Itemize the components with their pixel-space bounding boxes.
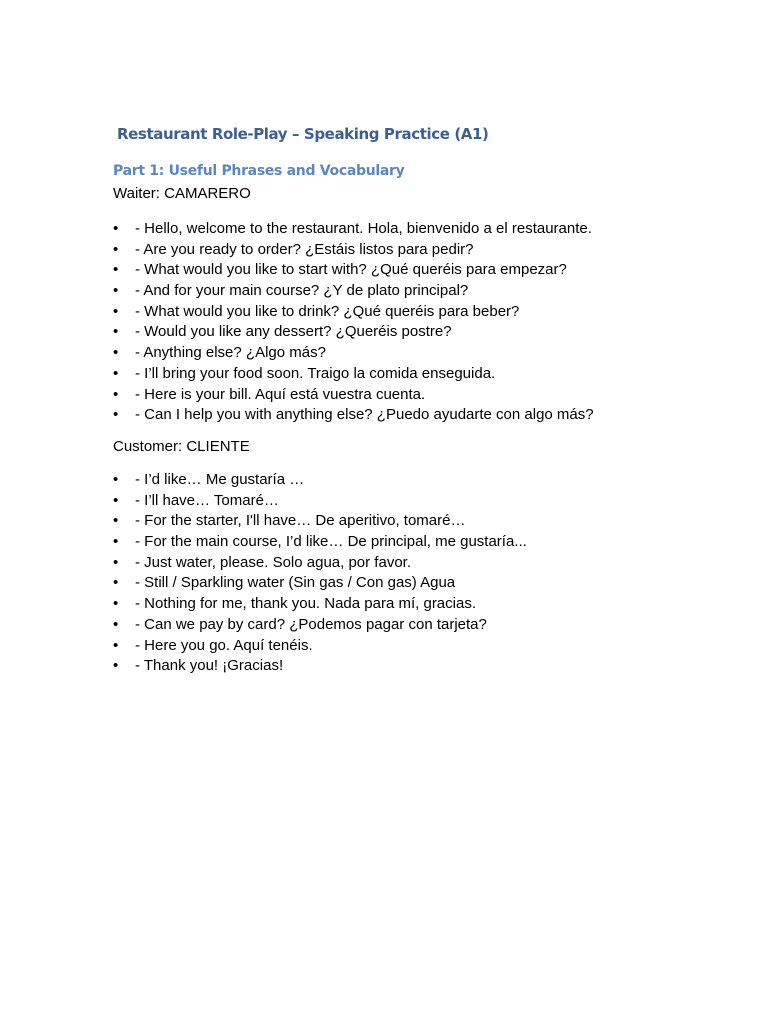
phrase-text: - I’ll have… Tomaré…: [135, 491, 279, 509]
list-item: [113, 405, 594, 426]
list-item: [113, 532, 527, 553]
list-item: [113, 491, 527, 512]
phrase-text: - For the main course, I’d like… De principal, me gustaría...: [135, 533, 527, 551]
bullet-icon: •: [113, 385, 119, 403]
list-item: [113, 656, 527, 677]
list-item: [113, 281, 594, 302]
bullet-icon: •: [113, 261, 119, 279]
bullet-icon: •: [113, 615, 119, 633]
phrase-text: - What would you like to start with? ¿Qué queréis para empezar?: [135, 261, 567, 279]
waiter-label: Waiter: CAMARERO: [113, 185, 251, 202]
bullet-icon: •: [113, 344, 119, 362]
phrase-text: - Can I help you with anything else? ¿Puedo ayudarte con algo más?: [135, 406, 594, 424]
customer-phrase-list: [113, 470, 527, 677]
list-item: [113, 511, 527, 532]
bullet-icon: •: [113, 491, 119, 509]
bullet-icon: •: [113, 636, 119, 654]
phrase-text: - Thank you! ¡Gracias!: [135, 657, 284, 675]
customer-label: Customer: CLIENTE: [113, 438, 250, 455]
bullet-icon: •: [113, 533, 119, 551]
list-item: [113, 385, 594, 406]
waiter-phrase-list: [113, 219, 594, 426]
phrase-text: - Still / Sparkling water (Sin gas / Con gas) Agua: [135, 574, 456, 592]
bullet-icon: •: [113, 240, 119, 258]
phrase-text: - Nothing for me, thank you. Nada para mí, gracias.: [135, 595, 476, 613]
list-item: [113, 343, 594, 364]
phrase-text: - Anything else? ¿Algo más?: [135, 344, 326, 362]
list-item: [113, 615, 527, 636]
list-item: [113, 219, 594, 240]
phrase-text: - For the starter, I'll have… De aperitivo, tomaré…: [135, 512, 466, 530]
list-item: [113, 260, 594, 281]
bullet-icon: •: [113, 657, 119, 675]
phrase-text: - Would you like any dessert? ¿Queréis postre?: [135, 323, 452, 341]
list-item: [113, 470, 527, 491]
phrase-text: - Hello, welcome to the restaurant. Hola, bienvenido a el restaurante.: [135, 220, 592, 237]
list-item: [113, 553, 527, 574]
bullet-icon: •: [113, 220, 119, 237]
phrase-text: - Can we pay by card? ¿Podemos pagar con tarjeta?: [135, 615, 487, 633]
list-item: [113, 302, 594, 323]
section-heading: Part 1: Useful Phrases and Vocabulary: [113, 163, 405, 179]
phrase-text: - Here you go. Aquí tenéis.: [135, 636, 313, 654]
bullet-icon: •: [113, 574, 119, 592]
phrase-text: - What would you like to drink? ¿Qué queréis para beber?: [135, 302, 520, 320]
list-item: [113, 364, 594, 385]
phrase-text: - Just water, please. Solo agua, por favor.: [135, 553, 411, 571]
bullet-icon: •: [113, 553, 119, 571]
bullet-icon: •: [113, 512, 119, 530]
phrase-text: - I’ll bring your food soon. Traigo la comida enseguida.: [135, 364, 496, 382]
phrase-text: - Are you ready to order? ¿Estáis listos para pedir?: [135, 240, 474, 258]
list-item: [113, 322, 594, 343]
list-item: [113, 636, 527, 657]
bullet-icon: •: [113, 406, 119, 424]
bullet-icon: •: [113, 471, 119, 488]
bullet-icon: •: [113, 323, 119, 341]
bullet-icon: •: [113, 302, 119, 320]
list-item: [113, 573, 527, 594]
bullet-icon: •: [113, 595, 119, 613]
document-title: Restaurant Role-Play – Speaking Practice (A1): [117, 125, 489, 143]
phrase-text: - I’d like… Me gustaría …: [135, 471, 305, 488]
phrase-text: - Here is your bill. Aquí está vuestra cuenta.: [135, 385, 426, 403]
phrase-text: - And for your main course? ¿Y de plato principal?: [135, 282, 469, 300]
bullet-icon: •: [113, 282, 119, 300]
list-item: [113, 594, 527, 615]
list-item: [113, 240, 594, 261]
bullet-icon: •: [113, 364, 119, 382]
